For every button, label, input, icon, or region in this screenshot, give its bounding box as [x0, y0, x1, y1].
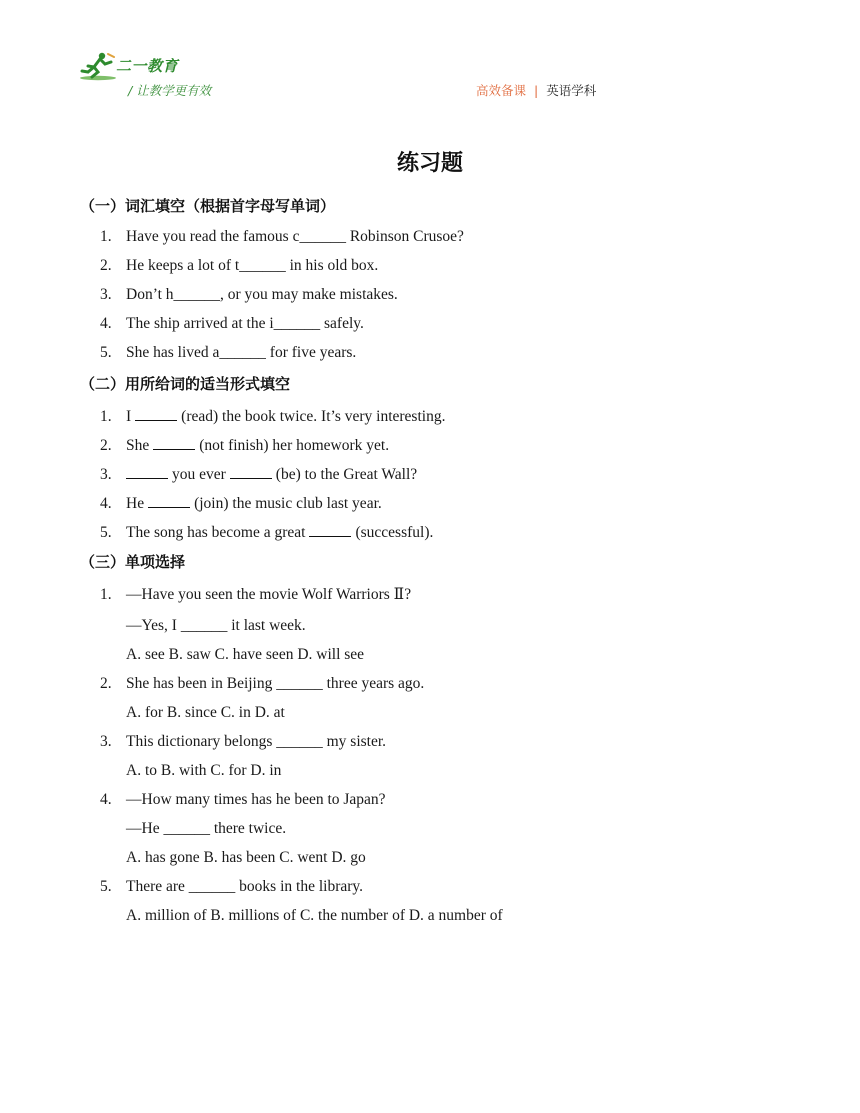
item-mid: you ever: [172, 466, 226, 483]
item-number: 3.: [100, 466, 112, 483]
item-text: He keeps a lot of t______ in his old box.: [126, 257, 379, 274]
header-subject: 英语学科: [546, 83, 597, 98]
item-post: (successful).: [355, 524, 434, 541]
item-post: (read) the book twice. It’s very interesting.: [181, 408, 446, 425]
item-number: 2.: [100, 257, 112, 274]
answer-blank[interactable]: [230, 464, 272, 479]
item-number: 2.: [100, 437, 112, 454]
vocab-item: [100, 286, 398, 304]
choice-item: [100, 585, 411, 604]
vocab-item: [100, 257, 378, 275]
item-pre: He: [126, 495, 145, 512]
word-form-item: [100, 493, 382, 513]
logo-text: 二一教育: [116, 57, 179, 75]
item-pre: I: [126, 408, 132, 425]
item-post: (be) to the Great Wall?: [275, 466, 418, 483]
choice-item: [100, 878, 363, 896]
section-heading-word-forms: （二）用所给词的适当形式填空: [80, 375, 291, 393]
slogan: / 让教学更有效: [128, 83, 212, 98]
choice-line: —He ______ there twice.: [126, 820, 287, 837]
item-number: 5.: [100, 344, 112, 361]
item-post: (join) the music club last year.: [194, 495, 382, 512]
item-text: There are ______ books in the library.: [126, 878, 364, 895]
item-post: (not finish) her homework yet.: [199, 437, 390, 454]
word-form-item: [100, 406, 445, 426]
item-number: 1.: [100, 408, 112, 425]
word-form-item: [100, 435, 389, 455]
answer-blank[interactable]: [148, 493, 190, 508]
section-heading-vocabulary: （一）词汇填空（根据首字母写单词）: [80, 197, 336, 215]
page-title: 练习题: [396, 151, 463, 176]
choice-item: [100, 791, 386, 809]
item-text: She has lived a______ for five years.: [126, 344, 357, 361]
item-number: 3.: [100, 286, 112, 303]
choice-item: [100, 733, 386, 751]
choice-options: A. million of B. millions of C. the number of D. a number of: [126, 907, 503, 924]
answer-blank[interactable]: [309, 522, 351, 537]
choice-options: A. to B. with C. for D. in: [126, 762, 282, 779]
header-separator: |: [534, 83, 539, 98]
vocab-item: [100, 315, 364, 333]
word-form-item: [100, 464, 417, 484]
answer-blank[interactable]: [126, 464, 168, 479]
vocab-item: [100, 228, 464, 246]
item-pre: The song has become a great: [126, 524, 306, 541]
item-number: 4.: [100, 315, 112, 332]
item-number: 2.: [100, 675, 112, 692]
choice-options: A. for B. since C. in D. at: [126, 704, 285, 721]
item-number: 1.: [100, 228, 112, 245]
page-header: [0, 0, 860, 110]
item-number: 4.: [100, 791, 112, 808]
choice-options: A. has gone B. has been C. went D. go: [126, 849, 366, 866]
item-text: —Have you seen the movie Wolf Warriors Ⅱ?: [126, 586, 412, 603]
header-tag-group: [476, 81, 596, 99]
item-text: Don’t h______, or you may make mistakes.: [126, 286, 398, 303]
choice-item: [100, 675, 424, 693]
item-text: —How many times has he been to Japan?: [126, 791, 386, 808]
item-number: 4.: [100, 495, 112, 512]
choice-line: —Yes, I ______ it last week.: [126, 617, 306, 634]
item-number: 1.: [100, 586, 112, 603]
vocab-item: [100, 344, 356, 362]
answer-blank[interactable]: [135, 406, 177, 421]
word-form-item: [100, 522, 433, 542]
section-heading-multiple-choice: （三）单项选择: [80, 553, 186, 571]
header-tag: 高效备课: [476, 83, 527, 98]
item-text: She has been in Beijing ______ three years ago.: [126, 675, 425, 692]
item-text: This dictionary belongs ______ my sister.: [126, 733, 387, 750]
item-number: 5.: [100, 878, 112, 895]
answer-blank[interactable]: [153, 435, 195, 450]
item-text: The ship arrived at the i______ safely.: [126, 315, 364, 332]
choice-options: A. see B. saw C. have seen D. will see: [126, 646, 365, 663]
item-number: 5.: [100, 524, 112, 541]
item-number: 3.: [100, 733, 112, 750]
item-pre: She: [126, 437, 150, 454]
item-text: Have you read the famous c______ Robinson Crusoe?: [126, 228, 464, 245]
